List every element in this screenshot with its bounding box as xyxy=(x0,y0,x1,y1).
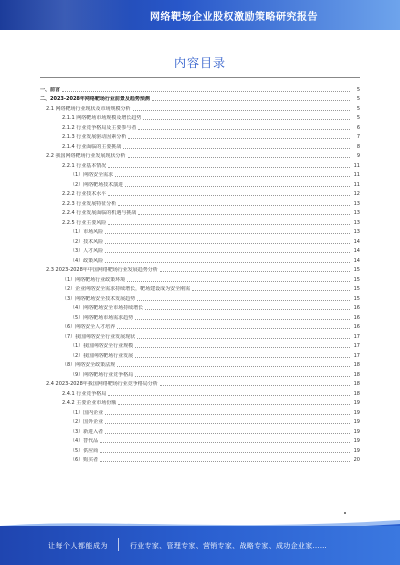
toc-entry[interactable] xyxy=(40,83,360,93)
toc-entry-page: 13 xyxy=(353,200,360,207)
header-glow xyxy=(0,0,130,30)
toc-entry-page: 13 xyxy=(353,210,360,216)
toc-entry-label: （1）国内企业 xyxy=(70,409,104,416)
toc-entry-label: 2.2.5 行业主要风险 xyxy=(62,219,107,226)
footer-divider xyxy=(118,538,119,551)
toc-entry-label: （4）政策风险 xyxy=(70,257,104,264)
toc-entry-page: 16 xyxy=(353,305,360,311)
toc-entry-page: 15 xyxy=(353,267,360,273)
toc-entry-label: （2）我国网络靶场行业发展 xyxy=(70,352,134,359)
toc-entry-page: 12 xyxy=(353,191,360,197)
toc-entry[interactable] xyxy=(40,188,360,198)
toc-entry-page: 5 xyxy=(356,115,360,121)
toc-leader-dots xyxy=(192,290,350,291)
toc-leader-dots xyxy=(152,100,350,101)
toc-entry[interactable] xyxy=(40,416,360,426)
toc-entry[interactable] xyxy=(40,207,360,217)
toc-entry-page: 14 xyxy=(353,238,360,245)
toc-entry-label: 2.1.2 行业竞争格局及主要参与者 xyxy=(62,124,137,131)
toc-entry-page: 18 xyxy=(353,371,360,378)
page-marker xyxy=(344,512,346,514)
toc-entry-page: 11 xyxy=(353,172,360,178)
toc-entry-label: 2.3 2023-2028年中国网络靶场行业发展趋势分析 xyxy=(46,267,158,273)
toc-leader-dots xyxy=(100,461,350,462)
toc-entry[interactable] xyxy=(40,273,360,283)
toc-entry-label: 2.2.2 行业技术水平 xyxy=(62,191,107,197)
toc-entry[interactable] xyxy=(40,235,360,245)
toc-entry-page: 5 xyxy=(356,96,360,102)
toc-entry[interactable] xyxy=(40,292,360,302)
toc-entry[interactable] xyxy=(40,435,360,445)
toc-entry-page: 5 xyxy=(356,86,360,93)
toc-entry[interactable] xyxy=(40,359,360,369)
toc-leader-dots xyxy=(138,214,350,215)
toc-entry[interactable] xyxy=(40,159,360,169)
toc-leader-dots xyxy=(123,148,350,149)
toc-entry-label: 2.1.3 行业发展驱动因素分析 xyxy=(62,134,127,140)
toc-entry-label: （7）我国网络安全行业发展现状 xyxy=(62,333,136,340)
toc-entry-label: （6）网络安全人才培养 xyxy=(62,324,116,330)
toc-entry[interactable] xyxy=(40,311,360,321)
toc-entry[interactable] xyxy=(40,140,360,150)
toc-leader-dots xyxy=(100,442,350,443)
toc-entry-page: 19 xyxy=(353,428,360,435)
toc-entry-label: （2）国外企业 xyxy=(70,419,104,425)
toc-entry-page: 11 xyxy=(353,162,360,169)
toc-entry-label: （1）我国网络安全行业规模 xyxy=(70,343,134,349)
toc-entry-label: （1）市场风险 xyxy=(70,229,104,235)
toc-entry-page: 15 xyxy=(353,295,360,302)
toc-leader-dots xyxy=(105,423,350,424)
toc-entry-label: （8）网络安全政策法规 xyxy=(62,362,116,368)
toc-leader-dots xyxy=(135,357,350,358)
toc-leader-dots xyxy=(118,205,350,206)
toc-entry-page: 19 xyxy=(353,419,360,425)
toc-entry[interactable] xyxy=(40,368,360,378)
toc-entry-label: 二、2023-2028年网络靶场行业前景及趋势预测 xyxy=(40,96,150,102)
toc-entry-page: 5 xyxy=(356,105,360,112)
toc-leader-dots xyxy=(128,157,350,158)
toc-entry-label: 2.1.1 网络靶场市场规模及增长趋势 xyxy=(62,115,142,121)
toc-entry[interactable] xyxy=(40,378,360,388)
toc-entry-page: 18 xyxy=(353,390,360,397)
toc-entry[interactable] xyxy=(40,178,360,188)
toc-entry-page: 13 xyxy=(353,219,360,226)
toc-leader-dots xyxy=(115,176,350,177)
report-title: 网络靶场企业股权激励策略研究报告 xyxy=(150,12,318,23)
toc-entry-page: 11 xyxy=(353,181,360,188)
toc-entry-page: 9 xyxy=(356,153,360,159)
toc-leader-dots xyxy=(108,167,350,168)
toc-divider xyxy=(40,77,360,78)
toc-entry-page: 19 xyxy=(353,447,360,454)
toc-entry-label: （3）网络靶场安全技术发展趋势 xyxy=(62,295,136,302)
toc-entry-label: 2.1.4 行业面临的主要挑战 xyxy=(62,143,122,150)
toc-entry-page: 17 xyxy=(353,352,360,359)
toc-entry-page: 18 xyxy=(353,381,360,387)
toc-leader-dots xyxy=(145,309,350,310)
toc-entry[interactable] xyxy=(40,444,360,454)
toc-leader-dots xyxy=(138,129,350,130)
toc-entry[interactable] xyxy=(40,302,360,312)
toc-entry[interactable] xyxy=(40,121,360,131)
toc-entry-page: 20 xyxy=(353,457,360,463)
toc-entry-page: 19 xyxy=(353,400,360,406)
toc-entry-label: （2）企业网络安全需求持续增长，靶场建设成为安全刚需 xyxy=(62,286,191,292)
toc-leader-dots xyxy=(125,186,350,187)
toc-entry-page: 8 xyxy=(356,143,360,150)
toc-leader-dots xyxy=(100,452,350,453)
toc-leader-dots xyxy=(105,252,350,253)
toc-entry-label: 2.2.4 行业发展面临的机遇与挑战 xyxy=(62,210,137,216)
toc-leader-dots xyxy=(135,347,350,348)
toc-entry[interactable] xyxy=(40,387,360,397)
toc-entry[interactable] xyxy=(40,226,360,236)
toc-leader-dots xyxy=(137,338,350,339)
toc-leader-dots xyxy=(105,433,350,434)
toc-leader-dots xyxy=(117,366,350,367)
toc-heading: 内容目录 xyxy=(173,56,226,70)
toc-leader-dots xyxy=(128,138,350,139)
toc-entry-label: （2）技术风险 xyxy=(70,238,104,245)
toc-leader-dots xyxy=(117,328,350,329)
toc-entry[interactable] xyxy=(40,349,360,359)
table-of-contents xyxy=(40,83,360,463)
toc-leader-dots xyxy=(108,395,350,396)
toc-entry[interactable] xyxy=(40,197,360,207)
toc-entry[interactable] xyxy=(40,169,360,179)
toc-entry-label: 2.2.1 行业基本情况 xyxy=(62,162,107,169)
toc-leader-dots xyxy=(105,262,350,263)
toc-entry[interactable] xyxy=(40,397,360,407)
toc-entry-page: 17 xyxy=(353,343,360,349)
toc-entry-label: （1）网络安全需求 xyxy=(70,172,114,178)
toc-entry-page: 6 xyxy=(356,124,360,131)
toc-leader-dots xyxy=(127,281,350,282)
toc-leader-dots xyxy=(105,233,350,234)
toc-entry-label: （5）供应商 xyxy=(70,447,99,454)
toc-leader-dots xyxy=(135,319,350,320)
toc-entry[interactable] xyxy=(40,254,360,264)
toc-entry[interactable] xyxy=(40,321,360,331)
toc-entry-page: 18 xyxy=(353,362,360,368)
toc-entry-page: 7 xyxy=(356,134,360,140)
toc-entry[interactable] xyxy=(40,454,360,464)
toc-entry-label: （5）网络靶场市场需求趋势 xyxy=(70,314,134,321)
toc-entry-label: （3）人才风险 xyxy=(70,248,104,254)
toc-entry[interactable] xyxy=(40,245,360,255)
toc-entry[interactable] xyxy=(40,216,360,226)
header-band xyxy=(0,0,400,30)
footer-slogan-right: 行业专家、管理专家、营销专家、战略专家、成功企业家…… xyxy=(130,542,328,550)
toc-entry[interactable] xyxy=(40,102,360,112)
toc-entry-page: 17 xyxy=(353,333,360,340)
toc-entry-page: 15 xyxy=(353,276,360,283)
toc-entry-page: 14 xyxy=(353,257,360,264)
toc-entry[interactable] xyxy=(40,93,360,103)
toc-entry-page: 14 xyxy=(353,248,360,254)
toc-entry-page: 16 xyxy=(353,314,360,321)
toc-leader-dots xyxy=(118,404,350,405)
toc-entry-label: （6）购买者 xyxy=(70,457,99,463)
toc-entry[interactable] xyxy=(40,264,360,274)
toc-entry-label: （4）替代品 xyxy=(70,438,99,444)
toc-leader-dots xyxy=(108,195,350,196)
toc-entry[interactable] xyxy=(40,406,360,416)
toc-entry-page: 16 xyxy=(353,324,360,330)
toc-leader-dots xyxy=(62,91,350,92)
toc-leader-dots xyxy=(160,271,350,272)
toc-entry-label: 一、前言 xyxy=(40,86,61,93)
toc-entry-page: 15 xyxy=(353,286,360,292)
toc-entry[interactable] xyxy=(40,425,360,435)
toc-entry[interactable] xyxy=(40,131,360,141)
toc-entry-label: （3）新进入者 xyxy=(70,428,104,435)
toc-leader-dots xyxy=(160,385,350,386)
toc-leader-dots xyxy=(135,376,350,377)
toc-leader-dots xyxy=(143,119,350,120)
toc-entry-page: 13 xyxy=(353,229,360,235)
toc-leader-dots xyxy=(108,224,350,225)
toc-entry-label: （2）网络靶场技术演进 xyxy=(70,181,124,188)
toc-entry-label: 2.4.1 行业竞争格局 xyxy=(62,390,107,397)
toc-leader-dots xyxy=(105,414,350,415)
toc-entry[interactable] xyxy=(40,340,360,350)
toc-entry-label: 2.2.3 行业发展特征分析 xyxy=(62,200,117,207)
toc-entry-label: 2.4 2023-2028年我国网络靶场行业竞争格局分析 xyxy=(46,381,158,387)
toc-entry-page: 19 xyxy=(353,409,360,416)
toc-leader-dots xyxy=(105,243,350,244)
toc-leader-dots xyxy=(133,110,350,111)
toc-entry-label: （1）网络靶场行业政策环境 xyxy=(62,276,126,283)
toc-entry[interactable] xyxy=(40,112,360,122)
toc-entry[interactable] xyxy=(40,150,360,160)
toc-entry-page: 19 xyxy=(353,438,360,444)
toc-entry[interactable] xyxy=(40,283,360,293)
toc-entry[interactable] xyxy=(40,330,360,340)
toc-entry-label: （9）网络靶场行业竞争格局 xyxy=(70,371,134,378)
toc-entry-label: 2.2 我国网络靶场行业发展现状分析 xyxy=(46,153,126,159)
toc-entry-label: 2.1 网络靶场行业现状及市场规模分析 xyxy=(46,105,131,112)
toc-entry-label: （4）网络靶场安全市场持续增长 xyxy=(70,305,144,311)
toc-entry-label: 2.4.2 主要企业市场份额 xyxy=(62,400,117,406)
footer-slogan-left: 让每个人都能成为 xyxy=(48,542,108,550)
toc-leader-dots xyxy=(137,300,350,301)
